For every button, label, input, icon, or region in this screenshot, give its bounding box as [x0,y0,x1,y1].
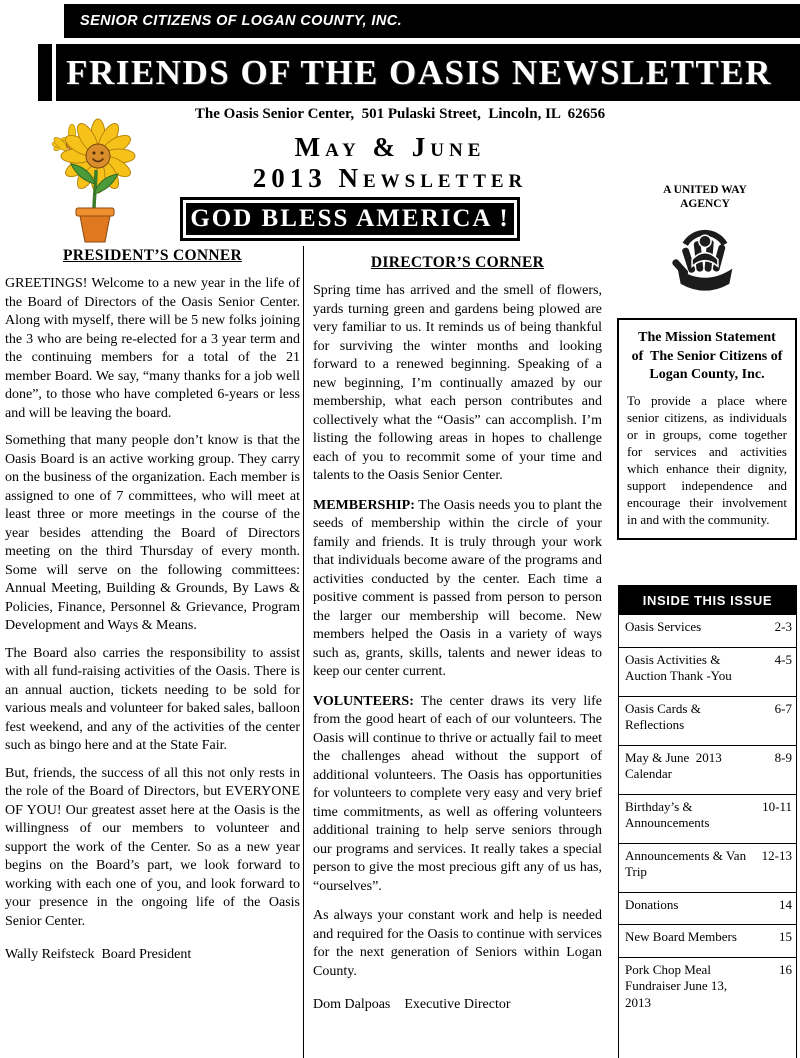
toc-pages: 10-11 [762,798,792,814]
toc-pages: 15 [779,929,792,944]
inside-issue-header: INSIDE THIS ISSUE [618,585,797,615]
toc-row [619,648,796,697]
toc-label: Oasis Activities & Auction Thank -You [625,651,732,683]
toc-pages: 4-5 [774,651,792,667]
toc-pages: 16 [779,961,792,977]
toc-label: New Board Members [625,929,737,944]
toc-pages: 2-3 [774,619,792,634]
banner-left-rule [52,44,56,101]
presidents-corner-body [5,275,300,931]
toc-label: May & June 2013 Calendar [625,749,726,781]
mission-body: To provide a place where senior citizens, as individuals or in groups, come together for services and activities which enhance their dignity, support independence and encourage their involvement in and with the community. [627,392,787,527]
org-banner [64,4,800,38]
presidents-corner-heading: PRESIDENT’S CONNER [63,247,242,264]
paragraph: The Board also carries the responsibility to assist with all fund-raising activities of the Oasis. There is an annual auction, tickets needing to be sold for various meals and volunteer for baked sales, balloon fest weekend, and any of the activities of the center such as bingo here and at the State Fair. [5,645,300,753]
united-way-logo-icon [637,215,773,306]
toc-row [619,615,796,648]
toc-row [619,925,796,958]
paragraph: But, friends, the success of all this not only rests in the role of the Board of Directors, but EVERYONE OF YOU! Our greatest asset here at the Oasis is the willingness of our members to volunteer and support the work of the Center. So as a new year begins on the Board’s part, we look forward to working with each one of you, and look forward to your presence in the ongoing life of the Oasis Senior Center. [5,765,300,929]
mission-title-line: of The Senior Citizens of [631,348,783,364]
toc-label: Pork Chop Meal Fundraiser June 13, 2013 [625,961,731,1010]
toc-row [619,844,796,893]
presidents-corner-section [5,247,300,963]
toc-label: Oasis Services [625,619,702,634]
mission-title-line: Logan County, Inc. [649,367,765,382]
paragraph-lead: MEMBERSHIP: [313,497,415,513]
god-bless-text: GOD BLESS AMERICA ! [190,205,510,232]
toc-row [619,893,796,926]
god-bless-banner [180,197,520,241]
newsletter-title: FRIENDS OF THE OASIS NEWSLETTER [66,52,772,92]
toc-row [619,746,796,795]
paragraph: Spring time has arrived and the smell of flowers, yards turning green and gardens being plowed are very familiar to us. It reminds us of being thankful for surviving the winter months and looking forward to a renewed beginning. Speaking of a new beginning, I’m continually amazed by our membership, what each person contributes and collectively what the “Oasis” can accomplish. I’m listing the following areas in hopes to challenge each of you to recommit some of your time and talents to the Oasis Senior Center. [313,283,602,483]
toc-label: Oasis Cards & Reflections [625,700,705,732]
paragraph: As always your constant work and help is needed and required for the Oasis to continue with services for the next generation of Seniors within Logan County. [313,908,602,979]
column-divider [303,246,304,1058]
paragraph-lead: VOLUNTEERS: [313,693,414,709]
paragraph: MEMBERSHIP: The Oasis needs you to plant the seeds of membership within the circle of your family and friends. It is truly through your work that individuals become aware of the programs and activities conducted by the center. Each time a positive comment is passed from person to person the larger our membership will become. New members helped the Oasis in a variety of ways such as, grants, skills, talents and newer ideas to keep our center current. [313,497,602,679]
toc-pages: 12-13 [761,847,792,863]
sunflower-image [46,118,144,246]
toc-label: Announcements & Van Trip [625,847,750,879]
paragraph: Something that many people don’t know is that the Oasis Board is an active working group. They carry on the business of the organization. Each member is assigned to one of 7 committees, who will meet at least three or more meetings in the course of the year besides attending the Board of Directors meeting on the third Thursday of every month. Some will serve on the following committees: Annual Meeting, Building & Grounds, By Laws & Policies, Finance, Personnel & Grievance, Program Development and Ways & Means. [5,433,300,633]
inside-issue-rows [618,615,797,1058]
toc-pages: 14 [779,896,792,912]
issue-year-line: 2013 Newsletter [252,163,528,193]
mission-title-line: The Mission Statement [638,330,776,345]
toc-pages: 8-9 [774,749,792,765]
issue-month-line: May & June [294,132,486,162]
united-way-block [637,183,773,306]
mission-statement-box [617,318,797,540]
directors-corner-body [313,282,602,981]
toc-row [619,958,796,1058]
paragraph: GREETINGS! Welcome to a new year in the life of the Board of Directors of the Oasis Senior Center. Along with myself, there will be 5 new folks joining the 3 who are being re-elected for a 3 year term and the continuing members for a total of the 21 member Board. We say, “many thanks for a job well done”, to those who have completed 6-years or less and will be leaving the board. [5,276,300,421]
toc-row [619,795,796,844]
paragraph: VOLUNTEERS: The center draws its very life from the good heart of each of our volunteers. The Oasis will continue to thrive or actually fail to meet the challenges ahead without the support of additional volunteers. The Oasis has opportunities for volunteers to complete very easy and very brief time commitments, as well as offering volunteers additional training to help serve seniors through our programs and services. It really takes a special person to give the most precious gift any of us has, “ourselves”. [313,693,602,894]
org-banner-text: SENIOR CITIZENS OF LOGAN COUNTY, INC. [80,13,403,29]
director-signature: Dom Dalpoas Executive Director [313,997,511,1012]
president-signature: Wally Reifsteck Board President [5,947,192,962]
toc-label: Birthday’s & Announcements [625,798,710,830]
address-line: The Oasis Senior Center, 501 Pulaski Street, Lincoln, IL 62656 [194,106,606,122]
directors-corner-section [313,254,602,1013]
inside-this-issue [618,585,797,1058]
title-banner [38,44,800,101]
directors-corner-heading: DIRECTOR’S CORNER [370,254,545,271]
united-way-label: A UNITED WAY AGENCY [663,184,747,210]
issue-title [150,132,630,194]
toc-pages: 6-7 [774,700,792,716]
toc-row [619,697,796,746]
toc-label: Donations [625,896,679,912]
sunflower-icon [46,118,144,246]
